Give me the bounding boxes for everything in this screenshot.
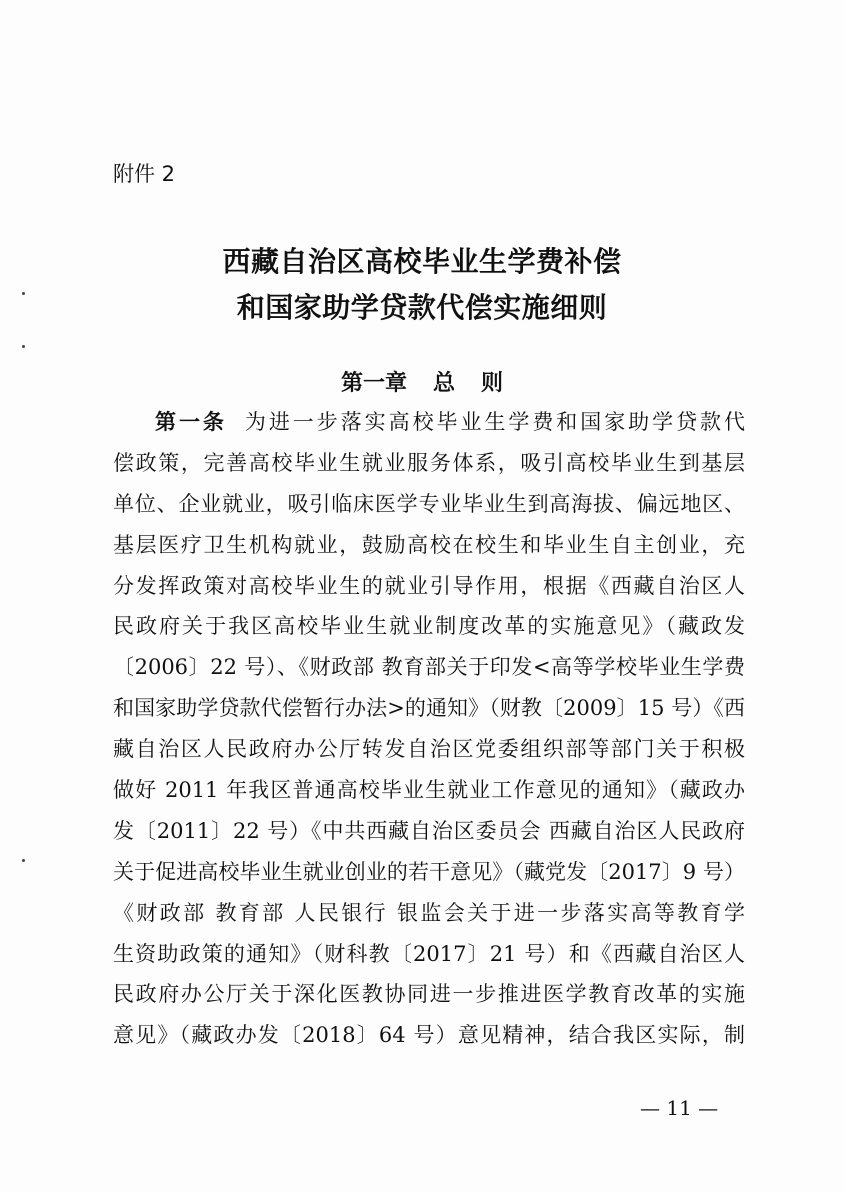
article-line: 〔2006〕22 号）、《财政部 教育部关于印发<高等学校毕业生学费: [113, 655, 745, 680]
article-line: 单位、企业就业，吸引临床医学专业毕业生到高海拔、偏远地区、: [113, 491, 745, 516]
chapter-name-part-2: 则: [481, 371, 504, 396]
article-line: 和国家助学贷款代偿暂行办法>的通知》（财教〔2009〕15 号）《西: [113, 696, 745, 721]
document-title-line-2: 和国家助学贷款代偿实施细则: [236, 291, 608, 324]
chapter-name-part-1: 总: [432, 371, 455, 396]
article-line: 《财政部 教育部 人民银行 银监会关于进一步落实高等教育学: [113, 900, 745, 925]
article-line: 偿政策，完善高校毕业生就业服务体系，吸引高校毕业生到基层: [113, 450, 745, 475]
article-line: 民政府办公厅关于深化医教协同进一步推进医学教育改革的实施: [113, 982, 745, 1007]
scan-speck: [22, 345, 25, 348]
article-line-text: 为进一步落实高校毕业生学费和国家助学贷款代: [244, 410, 745, 434]
article-line: 分发挥政策对高校毕业生的就业引导作用，根据《西藏自治区人: [113, 573, 745, 598]
article-line: [113, 402, 745, 443]
article-label: 第一条: [155, 410, 227, 434]
article-line: 做好 2011 年我区普通高校毕业生就业工作意见的通知》（藏政办: [113, 778, 745, 803]
article-line: 民政府关于我区高校毕业生就业制度改革的实施意见》（藏政发: [113, 614, 745, 639]
chapter-heading: [0, 366, 844, 397]
attachment-label: 附件 2: [113, 162, 176, 186]
article-line: 基层医疗卫生机构就业，鼓励高校在校生和毕业生自主创业，充: [113, 532, 745, 557]
article-line: 发〔2011〕22 号）《中共西藏自治区委员会 西藏自治区人民政府: [113, 818, 745, 843]
document-title-line-1: 西藏自治区高校毕业生学费补偿: [222, 245, 622, 278]
page-number: — 11 —: [640, 1096, 719, 1120]
scan-speck: [22, 859, 25, 862]
article-line: 生资助政策的通知》（财科教〔2017〕21 号）和《西藏自治区人: [113, 941, 745, 966]
article-body: [113, 402, 745, 1056]
article-line: 藏自治区人民政府办公厅转发自治区党委组织部等部门关于积极: [113, 737, 745, 762]
article-line: 意见》（藏政办发〔2018〕64 号）意见精神，结合我区实际，制: [113, 1023, 745, 1048]
article-line: 关于促进高校毕业生就业创业的若干意见》（藏党发〔2017〕9 号）: [113, 859, 745, 884]
chapter-number: 第一章: [340, 371, 407, 396]
